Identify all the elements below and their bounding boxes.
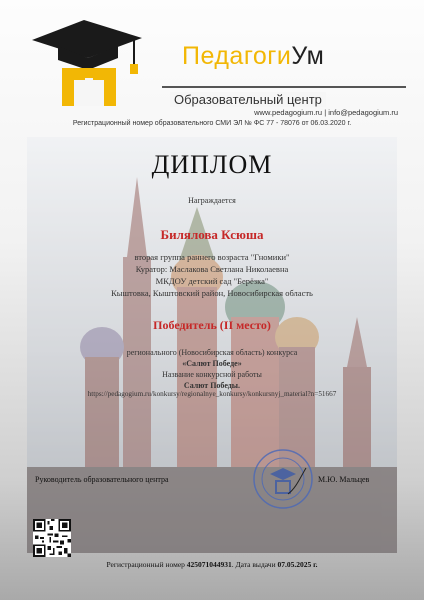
issue-date: 07.05.2025 г.	[277, 560, 318, 569]
graduation-cap-logo-icon	[22, 20, 152, 112]
reg-number-label: Регистрационный номер	[106, 560, 187, 569]
issue-date-label: . Дата выдачи	[231, 560, 278, 569]
brand-divider	[162, 86, 406, 88]
place-award: Победитель (II место)	[153, 318, 271, 332]
awarded-label: Награждается	[188, 196, 236, 205]
email-link[interactable]: info@pedagogium.ru	[328, 108, 398, 117]
qr-code-icon[interactable]	[33, 519, 71, 557]
signatory-title: Руководитель образовательного центра	[35, 475, 169, 484]
brand-name	[182, 42, 324, 71]
contest-line: регионального (Новосибирская область) конкурса	[126, 348, 298, 357]
brand-name-suffix: Ум	[291, 42, 325, 70]
work-name: Салют Победы.	[183, 381, 241, 390]
contacts	[254, 108, 398, 117]
signatory-name: М.Ю. Мальцев	[318, 475, 370, 484]
stamp-seal-icon	[252, 448, 314, 510]
recipient-name: Билялова Ксюша	[160, 227, 264, 242]
reg-number: 425071044931	[186, 560, 232, 569]
media-registration: Регистрационный номер образовательного СМИ ЭЛ № ФС 77 - 78076 от 06.03.2020 г.	[72, 120, 352, 127]
detail-line: Кыштовка, Кыштовский район, Новосибирская область	[111, 288, 313, 298]
brand-name-prefix: П	[182, 42, 201, 70]
issue-info	[0, 560, 424, 569]
diploma-title: ДИПЛОМ	[151, 150, 273, 179]
contacts-separator: |	[324, 108, 327, 117]
work-label: Название конкурсной работы	[162, 370, 262, 379]
website-link[interactable]: www.pedagogium.ru	[254, 108, 323, 117]
contest-name: «Салют Победе»	[182, 359, 242, 368]
brand-name-middle: едагоги	[200, 42, 292, 70]
detail-line: МКДОУ детский сад "Берёзка"	[155, 276, 269, 286]
brand-subtitle: Образовательный центр	[170, 92, 326, 107]
detail-line: вторая группа раннего возраста "Гномики"	[134, 252, 290, 262]
contest-url[interactable]: https://pedagogium.ru/konkursy/regionalnye_konkursy/konkursnyj_material?n=51667	[87, 390, 337, 398]
logo	[22, 20, 402, 112]
detail-line: Куратор: Маслакова Светлана Николаевна	[135, 264, 289, 274]
